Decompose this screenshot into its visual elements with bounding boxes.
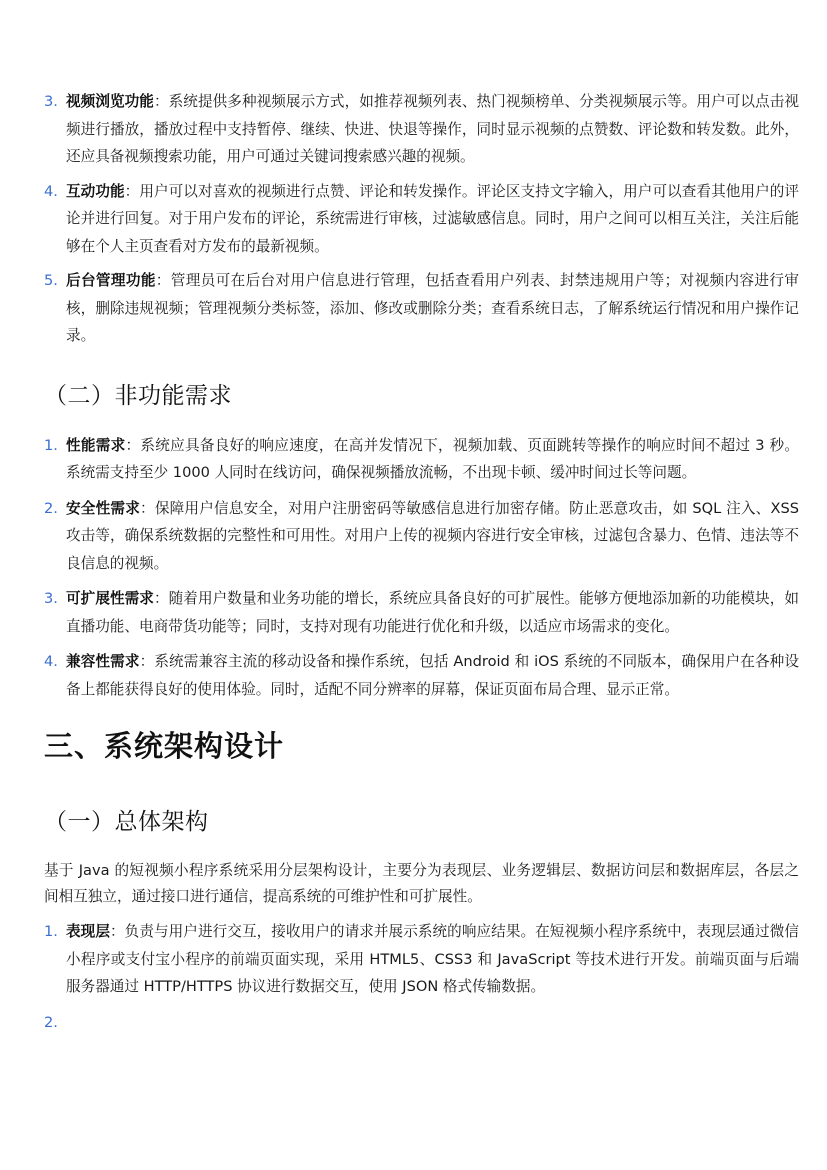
list-term: 安全性需求 (66, 499, 140, 517)
list-separator: ： (139, 653, 155, 670)
architecture-intro: 基于 Java 的短视频小程序系统采用分层架构设计，主要分为表现层、业务逻辑层、数据访问层和数据库层，各层之间相互独立，通过接口进行通信，提高系统的可维护性和可扩展性。 (44, 862, 799, 905)
list-separator: ： (140, 499, 155, 517)
nonfunctional-heading: （二）非功能需求 (44, 382, 232, 409)
list-number: 2. (44, 1013, 58, 1031)
list-number: 3. (44, 590, 58, 607)
list-item (44, 267, 799, 350)
list-text: 系统需兼容主流的移动设备和操作系统，包括 Android 和 iOS 系统的不同版本，确保用户在各种设备上都能获得良好的使用体验。同时，适配不同分辨率的屏幕，保证页面布局合理、显示正常。 (66, 653, 799, 698)
list-separator: ： (153, 590, 169, 607)
list-text: 管理员可在后台对用户信息进行管理，包括查看用户列表、封禁违规用户等；对视频内容进行审核，删除违规视频；管理视频分类标签，添加、修改或删除分类；查看系统日志，了解系统运行情况和用户操作记录。 (66, 272, 799, 344)
list-item (44, 648, 799, 703)
architecture-layers-list (44, 918, 799, 1031)
list-number: 5. (44, 272, 58, 289)
list-text: 系统提供多种视频展示方式，如推荐视频列表、热门视频榜单、分类视频展示等。用户可以点击视频进行播放，播放过程中支持暂停、继续、快进、快退等操作，同时显示视频的点赞数、评论数和转发数。此外，还应具备视频搜索功能，用户可通过关键词搜索感兴趣的视频。 (66, 93, 799, 165)
list-text: 负责与用户进行交互，接收用户的请求并展示系统的响应结果。在短视频小程序系统中，表现层通过微信小程序或支付宝小程序的前端页面实现，采用 HTML5、CSS3 和 JavaScript 等技术进行开发。前端页面与后端服务器通过 HTTP/HTTPS 协议进行数据交互，使用 JSON 格式传输数据。 (66, 923, 799, 995)
list-term: 可扩展性需求 (66, 590, 154, 607)
list-item (44, 88, 799, 171)
chapter-heading: 三、系统架构设计 (44, 729, 285, 763)
list-item (44, 178, 799, 261)
functional-requirements-list (44, 88, 799, 350)
list-number: 1. (44, 436, 58, 454)
list-item (44, 918, 799, 1001)
list-text: 系统应具备良好的响应速度，在高并发情况下，视频加载、页面跳转等操作的响应时间不超过 3 秒。系统需支持至少 1000 人同时在线访问，确保视频播放流畅，不出现卡顿、缓冲时间过长等问题。 (66, 436, 799, 481)
list-number: 1. (44, 923, 58, 940)
list-text: 随着用户数量和业务功能的增长，系统应具备良好的可扩展性。能够方便地添加新的功能模块，如直播功能、电商带货功能等；同时，支持对现有功能进行优化和升级，以适应市场需求的变化。 (66, 590, 799, 635)
list-term: 兼容性需求 (66, 653, 140, 670)
list-text: 用户可以对喜欢的视频进行点赞、评论和转发操作。评论区支持文字输入，用户可以查看其他用户的评论并进行回复。对于用户发布的评论，系统需进行审核，过滤敏感信息。同时，用户之间可以相互关注，关注后能够在个人主页查看对方发布的最新视频。 (66, 182, 799, 255)
list-number: 4. (44, 182, 58, 200)
list-item (44, 585, 799, 640)
list-item (44, 495, 799, 578)
list-separator: ： (109, 923, 125, 940)
list-number: 4. (44, 653, 58, 670)
list-number: 3. (44, 93, 58, 110)
list-separator: ： (124, 182, 140, 200)
nonfunctional-requirements-list (44, 432, 799, 704)
list-term: 互动功能 (66, 182, 125, 200)
list-item (44, 432, 799, 487)
list-text: 保障用户信息安全，对用户注册密码等敏感信息进行加密存储。防止恶意攻击，如 SQL 注入、XSS 攻击等，确保系统数据的完整性和可用性。对用户上传的视频内容进行安全审核，过滤包含暴力、色情、违法等不良信息的视频。 (66, 499, 799, 572)
list-separator: ： (125, 436, 141, 454)
list-term: 性能需求 (66, 436, 126, 454)
architecture-heading: （一）总体架构 (44, 809, 209, 835)
list-number: 2. (44, 499, 58, 517)
list-term: 后台管理功能 (66, 272, 156, 289)
list-separator: ： (155, 272, 171, 289)
list-term: 视频浏览功能 (66, 93, 154, 110)
list-separator: ： (153, 93, 169, 110)
list-term: 表现层 (66, 923, 110, 940)
